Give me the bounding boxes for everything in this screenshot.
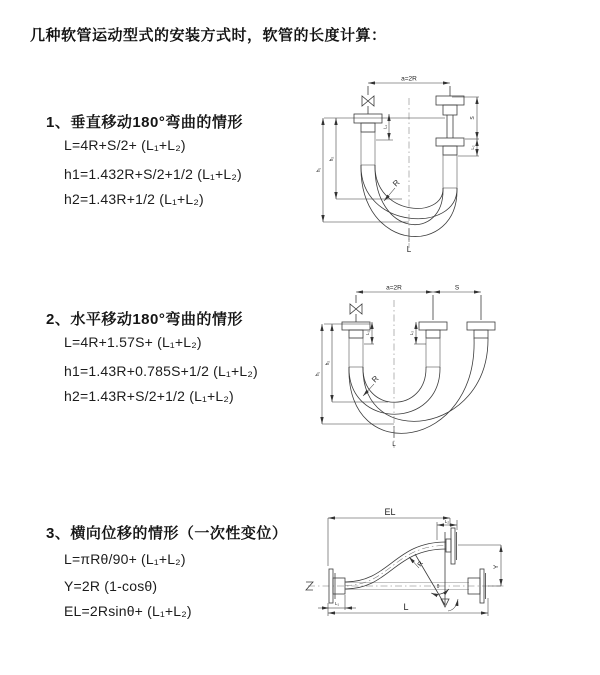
dim-label-l2: L₂ [444, 519, 450, 524]
dim-label-l1: L₁ [382, 124, 388, 130]
valve-icon [350, 295, 362, 322]
dim-label-l: L [406, 245, 412, 254]
hose-drawing-3 [306, 528, 504, 607]
dim-label-r: R [391, 178, 402, 189]
diagram-lateral-displacement [298, 498, 600, 653]
section-3-formula-el: EL=2Rsinθ+ (L₁+L₂) [64, 603, 192, 619]
diagram-horizontal-180 [310, 278, 600, 458]
dim-label-el: EL [384, 507, 396, 517]
dim-label-l1: L₁ [334, 601, 340, 606]
dim-label-a2r: a=2R [386, 284, 402, 292]
section-2-formula-h2: h2=1.43R+S/2+1/2 (L₁+L₂) [64, 388, 234, 404]
right-flange-displaced [446, 528, 457, 564]
dim-label-y: Y [493, 564, 500, 570]
dim-label-l1: L₁ [365, 330, 370, 336]
dim-label-h1: h₁ [316, 167, 322, 173]
section-3-formula-l: L=πRθ/90+ (L₁+L₂) [64, 551, 186, 567]
dim-label-h2: h₂ [329, 156, 335, 162]
section-3-heading: 3、横向位移的情形（一次性变位） [46, 525, 288, 542]
dim-label-l2: L₂ [409, 330, 414, 336]
hose-drawing-1 [354, 86, 464, 248]
dim-label-s: S [470, 116, 476, 120]
dim-label-h1: h₁ [315, 371, 321, 377]
dim-label-a2r: a=2R [401, 75, 417, 83]
dim-label-l2: L₂ [470, 145, 475, 150]
middle-fitting [419, 295, 447, 367]
left-fitting [342, 322, 370, 367]
dim-label-l: L [392, 441, 396, 448]
dim-label-r: R [416, 560, 425, 569]
dim-label-s: S [454, 284, 460, 292]
diagram-vertical-180 [310, 70, 600, 265]
hose-curves [345, 542, 446, 589]
right-fitting [436, 86, 464, 188]
dim-label-l: L [403, 602, 409, 612]
dimensions-2 [315, 285, 481, 449]
hose-drawing-2 [342, 295, 495, 448]
dimensions-3 [318, 507, 501, 616]
section-2-formula-l: L=4R+1.57S+ (L₁+L₂) [64, 334, 202, 350]
section-2-heading: 2、水平移动180°弯曲的情形 [46, 311, 243, 328]
section-1-formula-h2: h2=1.43R+1/2 (L₁+L₂) [64, 191, 204, 207]
dim-label-theta: θ [436, 584, 440, 590]
right-fitting-moved [467, 295, 495, 338]
hose-curves [349, 338, 488, 433]
valve-icon [362, 86, 374, 114]
section-1-formula-h1: h1=1.432R+S/2+1/2 (L₁+L₂) [64, 166, 242, 182]
section-1-heading: 1、垂直移动180°弯曲的情形 [46, 114, 243, 131]
dim-label-r: R [370, 374, 381, 385]
dim-label-h2: h₂ [325, 360, 331, 366]
dimensions-1 [316, 76, 479, 255]
page-title: 几种软管运动型式的安装方式时，软管的长度计算： [30, 27, 387, 44]
left-fitting [354, 114, 382, 165]
section-3-formula-y: Y=2R (1-cosθ) [64, 578, 158, 594]
section-1-formula-l: L=4R+S/2+ (L₁+L₂) [64, 137, 186, 153]
section-2-formula-h1: h1=1.43R+0.785S+1/2 (L₁+L₂) [64, 363, 258, 379]
